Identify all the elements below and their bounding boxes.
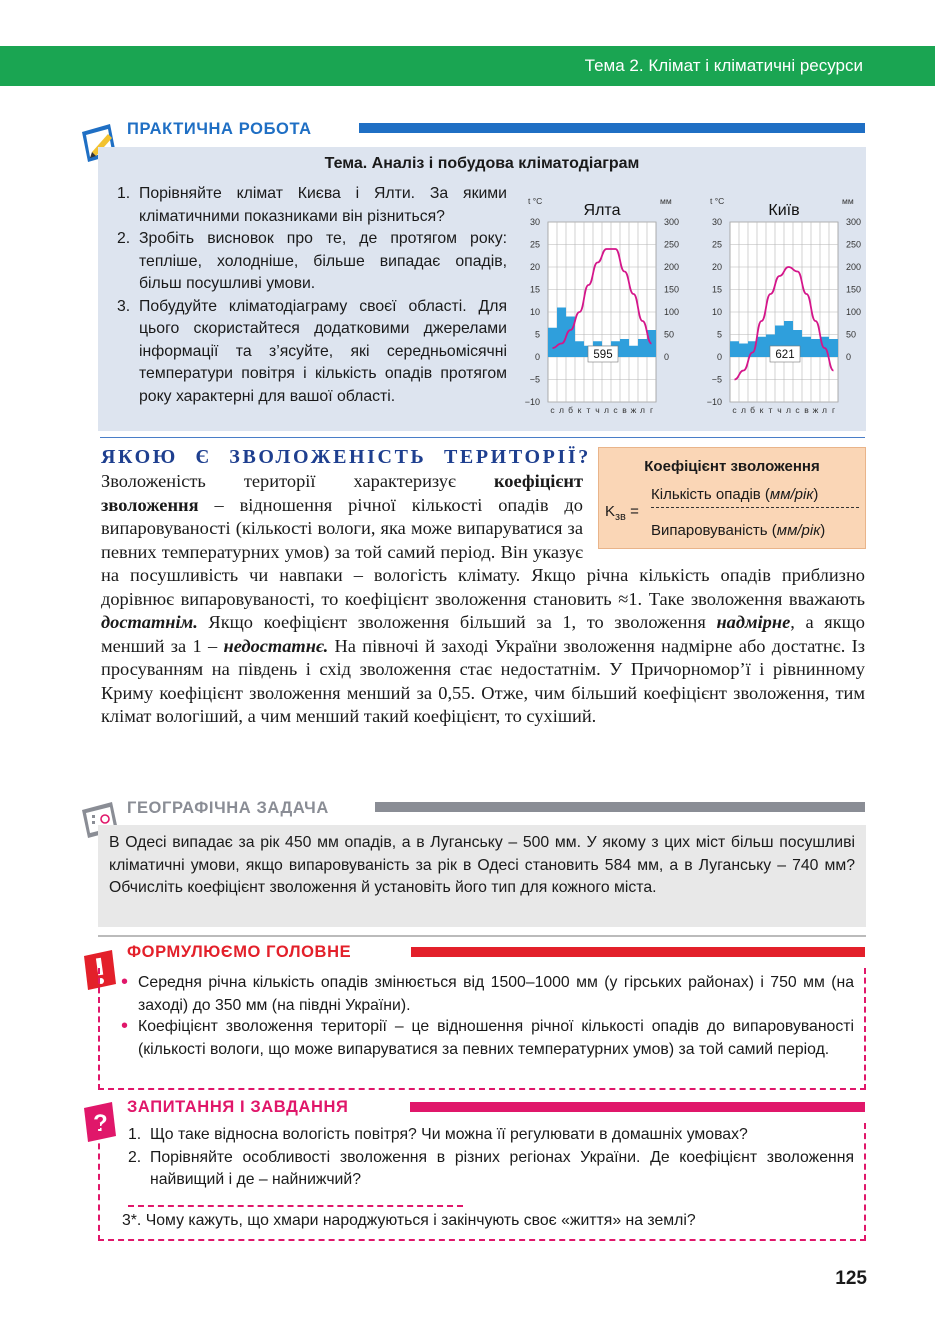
x-tick-label: л xyxy=(604,405,609,415)
y2-tick-label: 50 xyxy=(846,329,857,340)
y2-tick-label: 100 xyxy=(664,307,680,317)
practical-list xyxy=(117,183,507,408)
y-tick-label: −5 xyxy=(529,374,540,385)
x-tick-label: г xyxy=(831,405,836,415)
x-tick-label: г xyxy=(649,405,654,415)
practical-topic: Тема. Аналіз і побудова кліматодіаграм xyxy=(324,155,640,172)
geo-heading: ГЕОГРАФІЧНА ЗАДАЧА xyxy=(127,799,329,817)
chart-title: Київ xyxy=(768,202,800,219)
questions-separator xyxy=(128,1205,463,1207)
chart-kyiv xyxy=(702,190,870,415)
precip-bar xyxy=(548,328,557,357)
y2-axis-label: мм xyxy=(660,196,672,206)
y-tick-label: 15 xyxy=(711,284,722,295)
x-tick-label: л xyxy=(822,405,827,415)
header-title: Тема 2. Клімат і кліматичні ресурси xyxy=(584,56,863,75)
x-tick-label: л xyxy=(786,405,791,415)
y-tick-label: 10 xyxy=(529,307,540,317)
precip-bar xyxy=(811,339,820,357)
page-number: 125 xyxy=(835,1268,867,1289)
x-tick-label: к xyxy=(577,405,582,415)
y2-tick-label: 150 xyxy=(664,284,680,295)
x-tick-label: ч xyxy=(595,405,600,415)
questions-bar xyxy=(410,1102,865,1112)
x-tick-label: т xyxy=(768,405,773,415)
y2-tick-label: 0 xyxy=(664,352,670,362)
y-tick-label: 10 xyxy=(711,307,722,317)
y2-tick-label: 0 xyxy=(846,352,852,362)
x-tick-label: б xyxy=(750,405,755,415)
y-tick-label: 0 xyxy=(534,352,540,362)
extra-question: 3*. Чому кажуть, що хмари народжуються і закінчують своє «життя» на землі? xyxy=(122,1212,696,1229)
precip-bar xyxy=(802,337,811,357)
geo-box xyxy=(98,825,866,927)
x-tick-label: б xyxy=(568,405,573,415)
chart-title: Ялта xyxy=(583,202,621,219)
list-item: • Коефіцієнт зволоження території – це відношення річної кількості опадів до випаровуваності (кількості вологи, що може випаруватися за певних температурних умов) за той самий період. xyxy=(121,1015,854,1058)
y-tick-label: 20 xyxy=(711,262,722,272)
y2-tick-label: 300 xyxy=(846,217,862,227)
section-rule xyxy=(100,437,865,438)
y2-tick-label: 50 xyxy=(664,329,675,340)
list-item: 2. Зробіть висновок про те, де протягом року: тепліше, холодніше, більше випадає опадів, більш посушливі умови. xyxy=(117,230,507,292)
divider xyxy=(98,935,866,937)
x-tick-label: с xyxy=(550,405,555,415)
coefficient-title: Коефіцієнт зволоження xyxy=(644,458,820,475)
practical-heading-bar xyxy=(359,123,865,133)
y-tick-label: −10 xyxy=(524,397,540,407)
y-tick-label: 5 xyxy=(716,329,722,340)
x-tick-label: с xyxy=(613,405,618,415)
y-tick-label: 30 xyxy=(529,217,540,227)
precip-bar xyxy=(730,341,739,357)
y-tick-label: −10 xyxy=(706,397,722,407)
list-item: 1. Що таке відносна вологість повітря? Чи можна її регулювати в домашніх умовах? xyxy=(128,1126,748,1143)
precip-bar xyxy=(638,339,647,357)
y-tick-label: 0 xyxy=(716,352,722,362)
y-tick-label: 25 xyxy=(529,239,540,250)
practical-heading: ПРАКТИЧНА РОБОТА xyxy=(127,120,312,138)
precip-bar xyxy=(739,344,748,358)
x-tick-label: к xyxy=(759,405,764,415)
main-points-bar xyxy=(411,947,865,957)
x-tick-label: ж xyxy=(630,405,637,415)
precip-bar xyxy=(566,317,575,358)
y-axis-label: t °C xyxy=(528,196,543,206)
list-item: 2. Порівняйте особливості зволоження в різних регіонах України. Де коефіцієнт зволоження найвищий і де – найнижчий? xyxy=(128,1148,854,1188)
x-tick-label: т xyxy=(586,405,591,415)
y2-tick-label: 200 xyxy=(846,262,862,272)
y2-tick-label: 300 xyxy=(664,217,680,227)
y-tick-label: 5 xyxy=(534,329,540,340)
questions-list xyxy=(128,1124,854,1192)
section-heading: ЯКОЮ Є ЗВОЛОЖЕНІСТЬ ТЕРИТОРІЇ? xyxy=(101,446,591,468)
main-paragraph: Зволоженість території характеризує коефіцієнт зволоження – відношення річної кількості опадів до випаровуваності (кількості вологи, яка може випаруватися за певних температурних умов) за той самий період. Він указує на посушливість чи навпаки – вологість клімату. Якщо річна кількість опадів приблизно дорівнює випаровуваності, то коефіцієнт зволоження становить ≈1. Таке зволоження вважають достатнім. Якщо коефіцієнт зволоження більший за 1, то зволоження надмірне, а якщо менший за 1 – недостатнє. На півночі й заході України зволоження надмірне або достатнє. Із просуванням на південь і схід зволоження стає недостатнім. У Причорномор’ї і рівнинному Криму коефіцієнт зволоження менший за 0,55. Отже, чим більший коефіцієнт зволоження, тим клімат вологіший, а чим менший такий коефіцієнт, то сухіший. xyxy=(101,471,865,726)
x-tick-label: ж xyxy=(812,405,819,415)
y-tick-label: −5 xyxy=(711,374,722,385)
x-tick-label: л xyxy=(559,405,564,415)
precip-bar xyxy=(557,308,566,358)
y-tick-label: 20 xyxy=(529,262,540,272)
chart-yalta xyxy=(520,190,690,415)
precip-bar xyxy=(620,339,629,357)
total-label: 621 xyxy=(775,349,795,361)
precip-bar xyxy=(575,341,584,357)
precip-bar xyxy=(829,339,838,357)
total-label: 595 xyxy=(593,349,613,361)
y2-tick-label: 250 xyxy=(846,239,862,250)
precip-bar xyxy=(757,337,766,357)
y2-tick-label: 200 xyxy=(664,262,680,272)
y2-tick-label: 150 xyxy=(846,284,862,295)
y2-axis-label: мм xyxy=(842,196,854,206)
list-item: 1. Порівняйте клімат Києва і Ялти. За якими кліматичними показниками він різниться? xyxy=(117,185,507,225)
geo-heading-bar xyxy=(375,802,865,812)
formula-symbol: $K_{зв}$ = xyxy=(605,503,639,523)
main-points-heading: ФОРМУЛЮЄМО ГОЛОВНЕ xyxy=(127,943,352,961)
x-tick-label: л xyxy=(741,405,746,415)
y-tick-label: 25 xyxy=(711,239,722,250)
y2-tick-label: 100 xyxy=(846,307,862,317)
x-tick-label: с xyxy=(732,405,737,415)
geo-text: В Одесі випадає за рік 450 мм опадів, а в Луганську – 500 мм. У якому з цих міст більш посушливі кліматичні умови, якщо випаровуваність за рік в Одесі становить 584 мм, а в Луганську – 740 мм? Обчисліть коефіцієнт зволоження й установіть його тип для кожного міста. xyxy=(109,834,855,896)
x-tick-label: л xyxy=(640,405,645,415)
y-axis-label: t °C xyxy=(710,196,725,206)
formula-numerator: Кількість опадів (мм/рік) xyxy=(651,486,819,503)
y-tick-label: 30 xyxy=(711,217,722,227)
svg-text:?: ? xyxy=(93,1110,108,1137)
x-tick-label: с xyxy=(795,405,800,415)
header-bar xyxy=(0,46,935,86)
y2-tick-label: 250 xyxy=(664,239,680,250)
x-tick-label: ч xyxy=(777,405,782,415)
x-tick-label: в xyxy=(622,405,627,415)
list-item: 3. Побудуйте кліматодіаграму своєї області. Для цього скористайтеся додатковими джерелами інформації та з’ясуйте, які середньомісячні температури повітря і кількість опадів протягом року характерні для вашої області. xyxy=(117,297,507,405)
list-item: • Середня річна кількість опадів змінюється від 1500–1000 мм (у гірських районах) і 750 мм (на заході) до 350 мм (на півдні України). xyxy=(121,971,854,1014)
x-tick-label: в xyxy=(804,405,809,415)
formula-denominator: Випаровуваність (мм/рік) xyxy=(651,522,826,539)
y-tick-label: 15 xyxy=(529,284,540,295)
questions-heading: ЗАПИТАННЯ І ЗАВДАННЯ xyxy=(127,1098,349,1116)
precip-bar xyxy=(629,346,638,357)
